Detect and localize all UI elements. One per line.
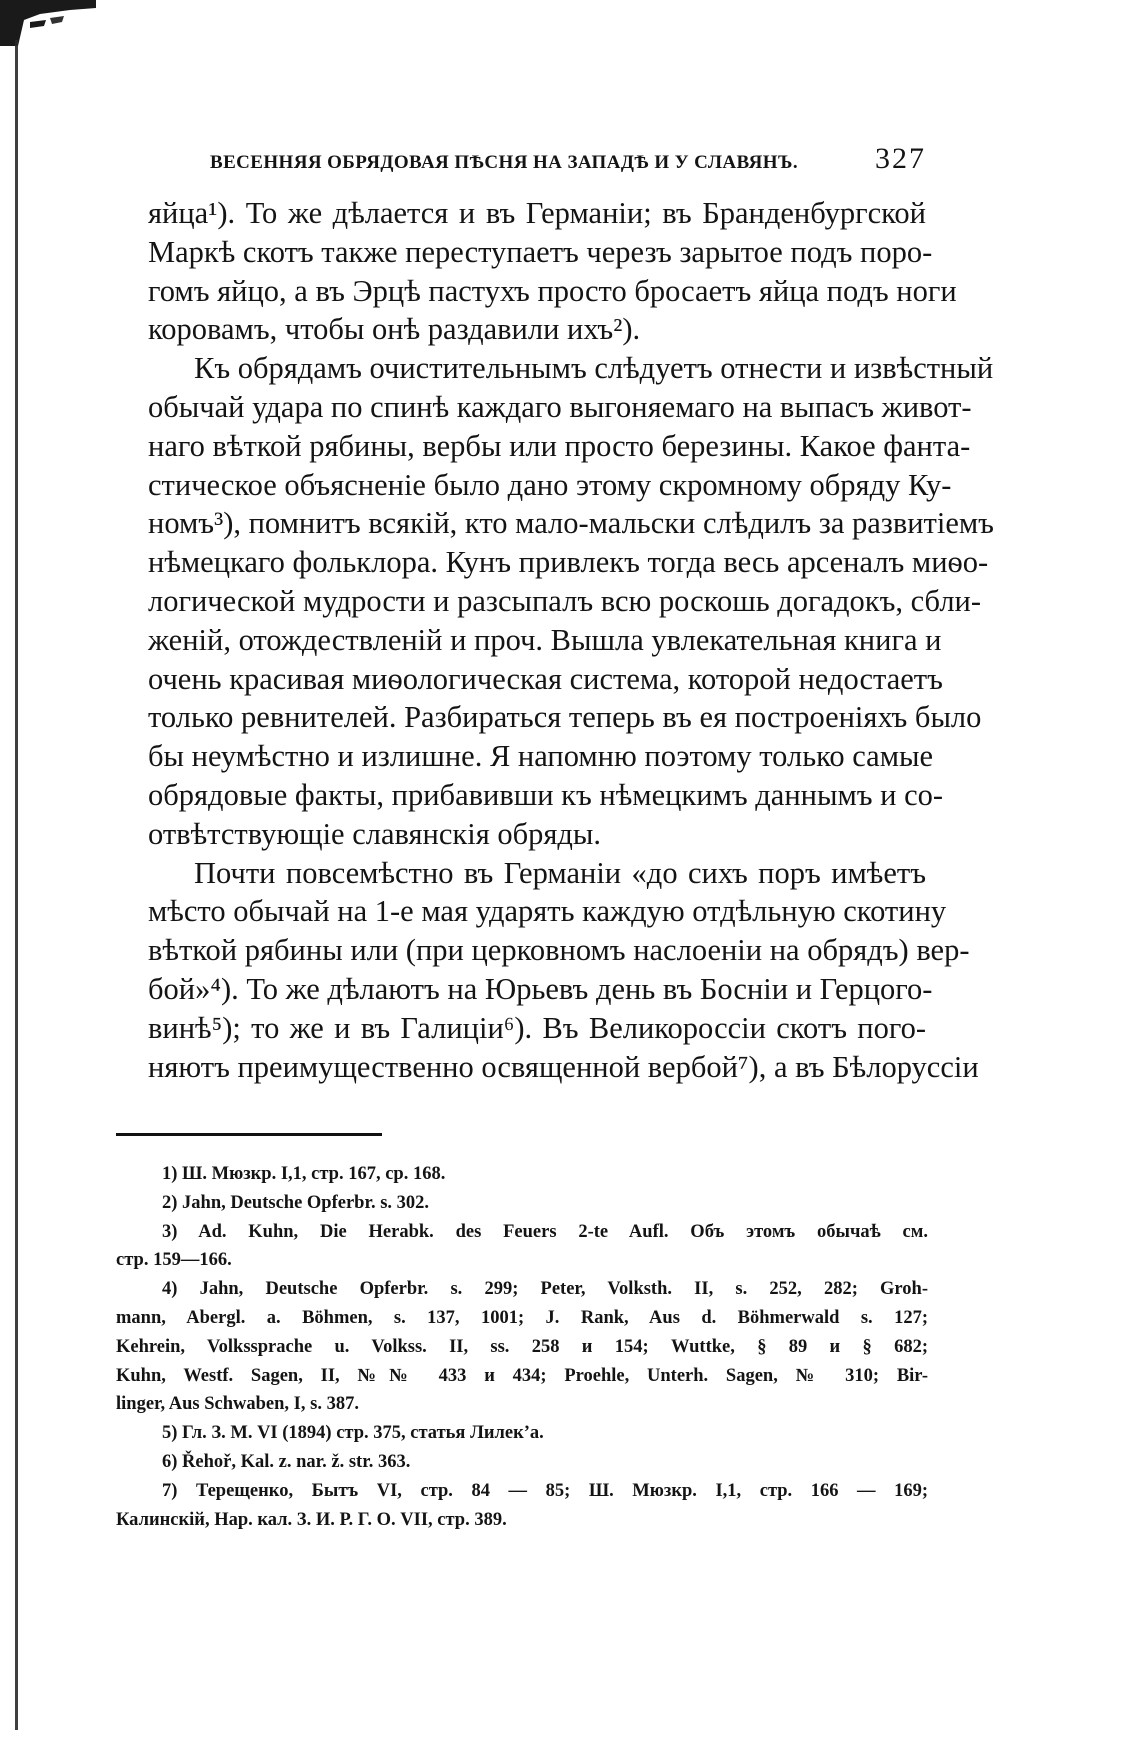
text-line: бой»⁴). То же дѣлаютъ на Юрьевъ день въ Босніи и Герцого- (148, 971, 933, 1006)
text-line: отвѣтствующіе славянскія обряды. (148, 816, 602, 851)
text-line: стическое объясненіе было дано этому скромному обряду Ку- (148, 467, 952, 502)
footnote-line: стр. 159—166. (116, 1250, 232, 1271)
text-line: няютъ преимущественно освященной вербой⁷), а въ Бѣлоруссіи (148, 1049, 979, 1084)
text-line: только ревнителей. Разбираться теперь въ ея построеніяхъ было (148, 700, 982, 735)
footnote-line: mann, Abergl. a. Böhmen, s. 137, 1001; J. Rank, Aus d. Böhmerwald s. 127; (116, 1307, 928, 1328)
text-line: наго вѣткой рябины, вербы или просто березины. Какое фанта- (148, 428, 971, 463)
footnote-separator (116, 1133, 382, 1136)
footnote-line: 1) Ш. Мюзкр. I,1, стр. 167, ср. 168. (162, 1164, 446, 1184)
footnotes (116, 1160, 928, 1534)
footnote-line: 4) Jahn, Deutsche Opferbr. s. 299; Peter, Volksth. II, s. 252, 282; Groh- (162, 1279, 928, 1300)
page-number: 327 (875, 142, 926, 175)
text-line: мѣсто обычай на 1-е мая ударять каждую отдѣльную скотину (148, 894, 947, 929)
footnote-line: linger, Aus Schwaben, I, s. 387. (116, 1394, 359, 1415)
text-line: Почти повсемѣстно въ Германіи «до сихъ поръ имѣетъ (194, 855, 926, 890)
text-line: нѣмецкаго фольклора. Кунъ привлекъ тогда весь арсеналъ миѳо- (148, 545, 989, 580)
running-head-title: ВЕСЕННЯЯ ОБРЯДОВАЯ ПѢСНЯ НА ЗАПАДѢ И У СЛАВЯНЪ. (210, 152, 799, 173)
text-line: гомъ яйцо, а въ Эрцѣ пастухъ просто бросаетъ яйца подъ ноги (148, 273, 957, 308)
text-line: винѣ⁵); то же и въ Галиціи⁶). Въ Великороссіи скотъ пого- (148, 1010, 926, 1045)
footnote-line: 3) Ad. Kuhn, Die Herabk. des Feuers 2-te Aufl. Объ этомъ обычаѣ см. (162, 1221, 928, 1242)
text-line: номъ³), помнитъ всякій, кто мало-мальски слѣдилъ за развитіемъ (148, 506, 994, 541)
footnote-line: 7) Терещенко, Бытъ VI, стр. 84 — 85; Ш. Мюзкр. I,1, стр. 166 — 169; (162, 1480, 928, 1501)
footnote-line: Kuhn, Westf. Sagen, II, №№ 433 и 434; Proehle, Unterh. Sagen, № 310; Bir- (116, 1365, 928, 1386)
running-header (148, 142, 926, 182)
footnote-line: 5) Гл. З. М. VI (1894) стр. 375, статья Лилек’а. (162, 1423, 544, 1444)
text-line: обычай удара по спинѣ каждаго выгоняемаго на выпасъ живот- (148, 389, 972, 424)
text-line: очень красивая миѳологическая система, которой недостаетъ (148, 661, 943, 696)
main-text (148, 194, 994, 1086)
text-line: Маркѣ скотъ также переступаетъ черезъ зарытое подъ поро- (148, 234, 933, 269)
footnote-line: Калинскій, Нар. кал. З. И. Р. Г. О. VII, стр. 389. (116, 1509, 507, 1530)
footnote-line: Kehrein, Volkssprache u. Volkss. II, ss. 258 и 154; Wuttke, § 89 и § 682; (116, 1336, 928, 1357)
text-line: Къ обрядамъ очистительнымъ слѣдуетъ отнести и извѣстный (194, 351, 994, 386)
text-line: бы неумѣстно и излишне. Я напомню поэтому только самые (148, 739, 934, 774)
text-line: обрядовые факты, прибавивши къ нѣмецкимъ даннымъ и со- (148, 777, 944, 812)
text-line: яйца¹). То же дѣлается и въ Германіи; въ Бранденбургской (148, 196, 926, 230)
text-line: коровамъ, чтобы онѣ раздавили ихъ²). (148, 312, 641, 347)
binding-edge (15, 40, 18, 1730)
text-line: вѣткой рябины или (при церковномъ наслоеніи на обрядъ) вер- (148, 933, 970, 968)
text-line: логической мудрости и разсыпалъ всю роскошь догадокъ, сбли- (148, 583, 982, 618)
footnote-line: 2) Jahn, Deutsche Opferbr. s. 302. (162, 1192, 430, 1213)
footnote-line: 6) Řehoř, Kal. z. nar. ž. str. 363. (162, 1451, 411, 1472)
text-line: женій, отождествленій и проч. Вышла увлекательная книга и (148, 622, 942, 657)
